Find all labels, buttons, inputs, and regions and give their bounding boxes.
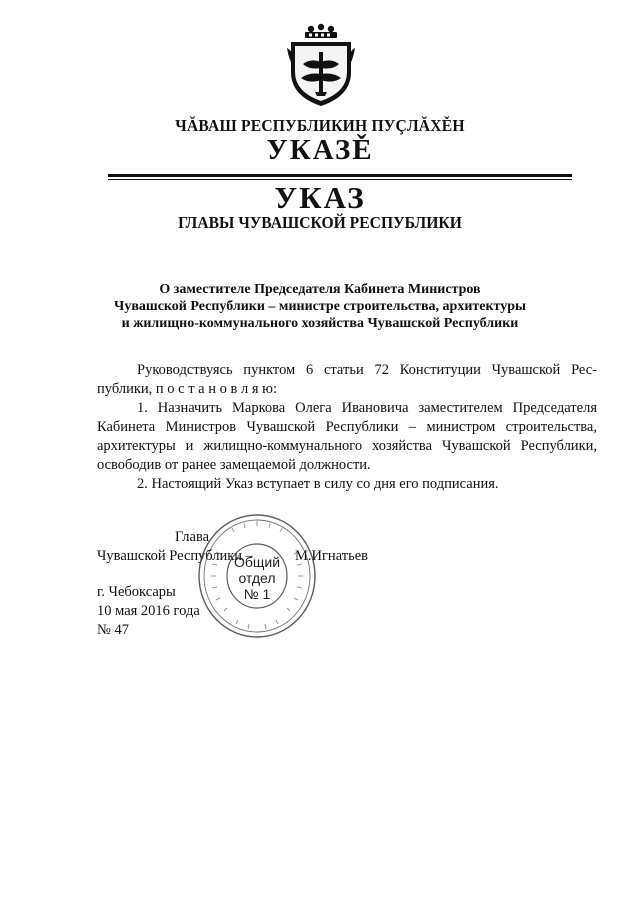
title-line: Чувашской Республики – министре строительства, архитектуры — [114, 299, 526, 314]
decree-title — [60, 281, 580, 332]
header-rule-thick — [108, 174, 572, 177]
body-line: освободив от ранее замещаемой должности. — [97, 457, 371, 473]
body-line: Руководствуясь пунктом 6 статьи 72 Конституции Чувашской Рес- — [137, 362, 597, 378]
body-line: архитектуры и жилищно-коммунального хозяйства Чувашской Республики, — [97, 438, 597, 454]
body-line: 2. Настоящий Указ вступает в силу со дня его подписания. — [137, 476, 499, 492]
signature-republic: Чувашской Республики – — [97, 548, 253, 564]
stamp-text — [196, 554, 318, 602]
chuvash-decree-word: УКАЗĚ — [266, 134, 374, 166]
title-line: и жилищно-коммунального хозяйства Чувашской Республики — [121, 316, 519, 331]
stamp-line: № 1 — [243, 586, 271, 602]
decree-number: № 47 — [97, 622, 129, 638]
body-line: публики, п о с т а н о в л я ю: — [97, 381, 277, 397]
russian-head-header: ГЛАВЫ ЧУВАШСКОЙ РЕСПУБЛИКИ — [178, 213, 462, 232]
body-line: 1. Назначить Маркова Олега Ивановича заместителем Председателя — [137, 400, 597, 416]
stamp-line: Общий — [233, 554, 281, 570]
place-date-block — [97, 583, 200, 640]
signature-name: М.Игнатьев — [295, 548, 368, 564]
decree-body — [97, 361, 597, 494]
title-line: О заместителе Председателя Кабинета Министров — [159, 282, 481, 297]
coat-of-arms-emblem — [285, 22, 357, 110]
decree-word: УКАЗ — [274, 180, 366, 215]
body-line: Кабинета Министров Чувашской Республики – министром строительства, — [97, 419, 597, 435]
place-city: г. Чебоксары — [97, 584, 176, 600]
stamp-line: отдел — [238, 570, 276, 586]
decree-date: 10 мая 2016 года — [97, 603, 200, 619]
signature-post: Глава — [175, 529, 210, 545]
chuvash-header: ЧĂВАШ РЕСПУБЛИКИН ПУÇЛĂХĚН — [175, 116, 465, 135]
